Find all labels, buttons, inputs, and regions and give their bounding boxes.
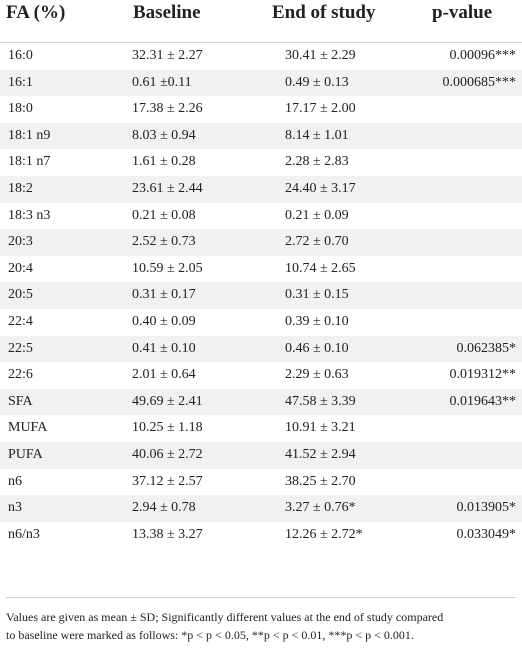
cell-end-of-study: 2.28 ± 2.83 [285, 154, 349, 170]
cell-end-of-study: 0.39 ± 0.10 [285, 313, 349, 329]
table-row [0, 149, 522, 176]
cell-p-value: 0.019312** [449, 367, 516, 383]
cell-p-value: 0.062385* [456, 340, 516, 356]
cell-baseline: 23.61 ± 2.44 [132, 180, 203, 196]
cell-fa: 22:4 [8, 313, 33, 329]
table-row [0, 123, 522, 150]
cell-fa: n3 [8, 500, 22, 516]
cell-fa: MUFA [8, 420, 48, 436]
cell-baseline: 2.01 ± 0.64 [132, 367, 196, 383]
table-row [0, 282, 522, 309]
footnote-line-2: to baseline were marked as follows: *p < p < 0.05, **p < p < 0.01, ***p < p < 0.001. [6, 628, 414, 642]
cell-fa: 22:5 [8, 340, 33, 356]
cell-fa: 18:0 [8, 101, 33, 117]
cell-baseline: 1.61 ± 0.28 [132, 154, 196, 170]
cell-end-of-study: 10.74 ± 2.65 [285, 260, 356, 276]
table-row [0, 256, 522, 283]
cell-p-value: 0.00096*** [449, 48, 516, 63]
cell-end-of-study: 41.52 ± 2.94 [285, 446, 356, 462]
cell-fa: 16:0 [8, 48, 33, 63]
header-p-value: p-value [432, 2, 493, 23]
cell-baseline: 10.59 ± 2.05 [132, 260, 203, 276]
table-body [0, 43, 522, 548]
cell-end-of-study: 24.40 ± 3.17 [285, 180, 356, 196]
cell-baseline: 32.31 ± 2.27 [132, 48, 203, 63]
cell-fa: 20:3 [8, 234, 33, 250]
table-row [0, 522, 522, 549]
cell-end-of-study: 0.49 ± 0.13 [285, 74, 349, 90]
cell-baseline: 2.52 ± 0.73 [132, 234, 196, 250]
cell-end-of-study: 47.58 ± 3.39 [285, 393, 356, 409]
cell-p-value: 0.033049* [456, 526, 516, 542]
cell-fa: 18:3 n3 [8, 207, 51, 223]
cell-baseline: 0.61 ±0.11 [132, 74, 192, 90]
cell-end-of-study: 10.91 ± 3.21 [285, 420, 356, 436]
table-row [0, 336, 522, 363]
cell-baseline: 0.21 ± 0.08 [132, 207, 196, 223]
table-row [0, 389, 522, 416]
table-row [0, 229, 522, 256]
cell-fa: 18:2 [8, 180, 33, 196]
table-row [0, 495, 522, 522]
cell-end-of-study: 8.14 ± 1.01 [285, 127, 349, 143]
cell-fa: 22:6 [8, 367, 33, 383]
cell-end-of-study: 0.46 ± 0.10 [285, 340, 349, 356]
table-row [0, 43, 522, 70]
cell-baseline: 0.41 ± 0.10 [132, 340, 196, 356]
cell-fa: n6/n3 [8, 526, 40, 542]
cell-fa: SFA [8, 393, 33, 409]
cell-fa: 18:1 n9 [8, 127, 51, 143]
cell-end-of-study: 30.41 ± 2.29 [285, 48, 356, 63]
cell-end-of-study: 0.21 ± 0.09 [285, 207, 349, 223]
cell-end-of-study: 3.27 ± 0.76* [285, 500, 356, 516]
cell-baseline: 49.69 ± 2.41 [132, 393, 203, 409]
header-end-of-study: End of study [272, 2, 376, 23]
cell-end-of-study: 0.31 ± 0.15 [285, 287, 349, 303]
cell-fa: 16:1 [8, 74, 33, 90]
table-header [0, 0, 522, 43]
cell-end-of-study: 38.25 ± 2.70 [285, 473, 356, 489]
table-row [0, 309, 522, 336]
table-row [0, 176, 522, 203]
cell-baseline: 17.38 ± 2.26 [132, 101, 203, 117]
cell-baseline: 37.12 ± 2.57 [132, 473, 203, 489]
cell-p-value: 0.013905* [456, 500, 516, 516]
cell-baseline: 0.31 ± 0.17 [132, 287, 196, 303]
cell-baseline: 0.40 ± 0.09 [132, 313, 196, 329]
cell-end-of-study: 2.72 ± 0.70 [285, 234, 349, 250]
header-fa: FA (%) [6, 2, 66, 23]
cell-baseline: 40.06 ± 2.72 [132, 446, 203, 462]
cell-fa: 18:1 n7 [8, 154, 51, 170]
table-row [0, 469, 522, 496]
cell-p-value: 0.000685*** [442, 74, 516, 90]
table-row [0, 96, 522, 123]
cell-end-of-study: 17.17 ± 2.00 [285, 101, 356, 117]
table-row [0, 415, 522, 442]
table-row [0, 70, 522, 97]
cell-baseline: 8.03 ± 0.94 [132, 127, 196, 143]
cell-fa: 20:4 [8, 260, 33, 276]
cell-end-of-study: 2.29 ± 0.63 [285, 367, 349, 383]
header-baseline: Baseline [133, 2, 201, 23]
footnote-line-1: Values are given as mean ± SD; Significantly different values at the end of study compared [6, 610, 444, 624]
cell-baseline: 13.38 ± 3.27 [132, 526, 203, 542]
cell-p-value: 0.019643** [449, 393, 516, 409]
cell-baseline: 10.25 ± 1.18 [132, 420, 203, 436]
table-footnote [6, 597, 516, 644]
cell-end-of-study: 12.26 ± 2.72* [285, 526, 363, 542]
table-row [0, 442, 522, 469]
table-row [0, 203, 522, 230]
table-row [0, 362, 522, 389]
cell-fa: PUFA [8, 446, 43, 462]
cell-fa: 20:5 [8, 287, 33, 303]
cell-baseline: 2.94 ± 0.78 [132, 500, 196, 516]
cell-fa: n6 [8, 473, 22, 489]
